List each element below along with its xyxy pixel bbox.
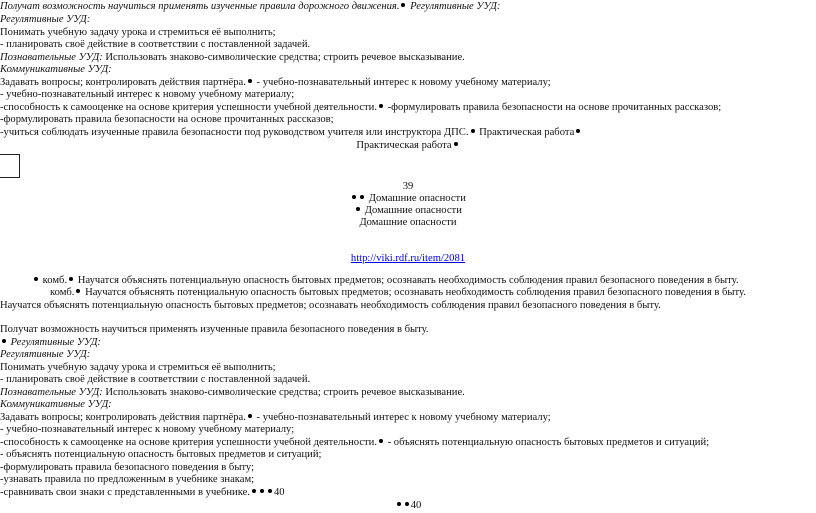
bullet-icon xyxy=(352,195,356,199)
sentence: Получат возможность научиться применять изученные правила дорожного движения. xyxy=(0,1,400,12)
text-line: -формулировать правила безопасности на основе прочитанных рассказов; xyxy=(0,114,334,125)
topic-title: Домашние опасности xyxy=(362,205,462,216)
text-line: - планировать своё действие в соответствии с поставленной задачей. xyxy=(0,39,311,50)
bullet-icon xyxy=(405,502,409,506)
sentence: - объяснять потенциальную опасность бытовых предметов и ситуаций; xyxy=(384,437,710,448)
sentence: Задавать вопросы; контролировать действия партнёра. xyxy=(0,412,246,423)
text-line xyxy=(32,275,739,288)
sentence: Практическая работа xyxy=(476,127,575,138)
sentence: -способность к самооценке на основе критерия успешности учебной деятельности. xyxy=(0,437,377,448)
text-line: - учебно-познавательный интерес к новому учебному материалу; xyxy=(0,89,295,100)
bullet-icon xyxy=(360,195,364,199)
bullet-icon xyxy=(471,129,475,133)
bullet-icon xyxy=(252,489,256,493)
text-line: Понимать учебную задачу урока и стремиться её выполнить; xyxy=(0,27,276,38)
centered-line xyxy=(0,205,816,218)
text-line: - объяснять потенциальную опасность бытовых предметов и ситуаций; xyxy=(0,449,322,460)
text-line: Получат возможность научиться применять изученные правила безопасного поведения в быту. xyxy=(0,324,429,335)
section-label: Коммуникативные УУД: xyxy=(0,399,112,410)
sentence: -сравнивать свои знаки с представленными в учебнике. xyxy=(0,487,250,498)
bullet-icon xyxy=(2,339,6,343)
page-number: 40 xyxy=(410,500,422,511)
sentence: -учиться соблюдать изученные правила безопасности под руководством учителя или инструктора ДПС. xyxy=(0,127,469,138)
bullet-icon xyxy=(76,289,80,293)
resource-link[interactable]: http://viki.rdf.ru/item/2081 xyxy=(350,253,466,264)
sentence: Использовать знаково-символические средства; строить речевое высказывание. xyxy=(102,52,465,63)
centered-line xyxy=(0,253,816,266)
text-line xyxy=(0,1,500,14)
bullet-icon xyxy=(248,79,252,83)
sentence: -формулировать правила безопасности на основе прочитанных рассказов; xyxy=(384,102,722,113)
bullet-icon xyxy=(268,489,272,493)
text-line: -узнавать правила по предложенным в учебнике знакам; xyxy=(0,474,255,485)
bullet-icon xyxy=(356,207,360,211)
section-label: Коммуникативные УУД: xyxy=(0,64,112,75)
bullet-icon xyxy=(69,277,73,281)
sentence: - учебно-познавательный интерес к новому учебному материалу; xyxy=(253,77,551,88)
text-line xyxy=(50,287,746,300)
bullet-icon xyxy=(576,129,580,133)
text-line xyxy=(0,487,285,500)
bullet-icon xyxy=(401,3,405,7)
sentence: Использовать знаково-символические средства; строить речевое высказывание. xyxy=(102,387,465,398)
text-line xyxy=(0,77,551,90)
topic-title: Домашние опасности xyxy=(359,217,457,228)
lesson-type: комб. xyxy=(50,287,75,298)
section-label: Познавательные УУД: xyxy=(0,387,103,398)
centered-line xyxy=(0,140,816,153)
page-number: 39 xyxy=(402,181,414,192)
lesson-type: комб. xyxy=(40,275,68,286)
section-label: Познавательные УУД: xyxy=(0,52,103,63)
text-line xyxy=(0,102,721,115)
bullet-icon xyxy=(454,142,458,146)
text-line xyxy=(0,337,101,350)
practical-work-label: Практическая работа xyxy=(356,140,452,151)
bullet-icon xyxy=(34,277,38,281)
section-label: Регулятивные УУД: xyxy=(8,337,101,348)
text-line xyxy=(0,412,551,425)
text-line: Научатся объяснять потенциальную опасность бытовых предметов; осознавать необходимость соблюдения правил безопасного поведения в быту. xyxy=(0,300,661,311)
sentence: - учебно-познавательный интерес к новому учебному материалу; xyxy=(253,412,551,423)
section-label: Регулятивные УУД: xyxy=(407,1,501,12)
bullet-icon xyxy=(379,439,383,443)
table-cell-border xyxy=(0,154,20,178)
text-line xyxy=(0,52,465,65)
bullet-icon xyxy=(379,104,383,108)
text-line: -формулировать правила безопасного поведения в быту; xyxy=(0,462,255,473)
bullet-icon xyxy=(397,502,401,506)
text-line: - планировать своё действие в соответствии с поставленной задачей. xyxy=(0,374,311,385)
centered-line xyxy=(0,500,816,513)
text-line: - учебно-познавательный интерес к новому учебному материалу; xyxy=(0,424,295,435)
text-line: Понимать учебную задачу урока и стремиться её выполнить; xyxy=(0,362,276,373)
text-line xyxy=(0,437,709,450)
sentence: Задавать вопросы; контролировать действия партнёра. xyxy=(0,77,246,88)
topic-title: Домашние опасности xyxy=(366,193,466,204)
section-label: Регулятивные УУД: xyxy=(0,349,91,360)
sentence: Научатся объяснять потенциальную опасность бытовых предметов; осознавать необходимость соблюдения правил безопасного поведения в быту. xyxy=(82,287,746,298)
sentence: -способность к самооценке на основе критерия успешности учебной деятельности. xyxy=(0,102,377,113)
text-line xyxy=(0,127,582,140)
bullet-icon xyxy=(248,414,252,418)
text-line xyxy=(0,387,465,400)
page-number: 40 xyxy=(273,487,285,498)
centered-line xyxy=(0,193,816,206)
bullet-icon xyxy=(260,489,264,493)
section-label: Регулятивные УУД: xyxy=(0,14,91,25)
sentence: Научатся объяснять потенциальную опасность бытовых предметов; осознавать необходимость соблюдения правил безопасного поведения в быту. xyxy=(75,275,739,286)
